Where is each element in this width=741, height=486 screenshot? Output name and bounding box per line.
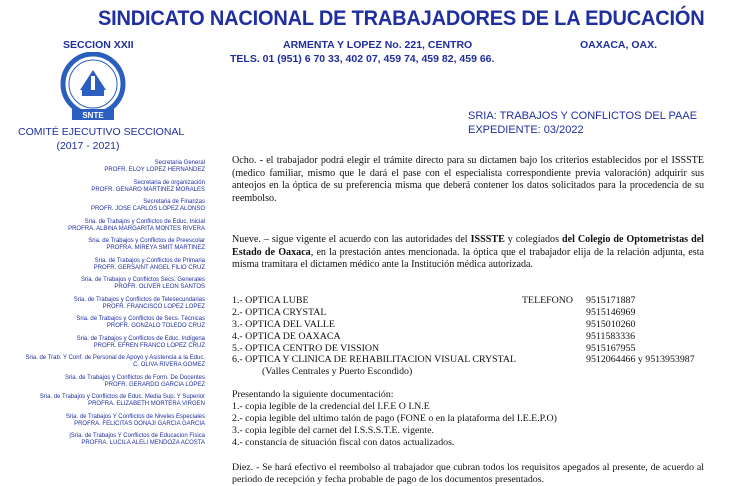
committee-roster: [2, 160, 205, 447]
roster-entry: [2, 180, 205, 194]
roster-role: |Sria. de Trabajos Y Conflictos de Educacion Fisica: [69, 433, 205, 439]
roster-name: PROFR. GERARDO GARCIA LOPEZ: [104, 381, 205, 388]
roster-entry: [2, 277, 205, 291]
roster-entry: [2, 238, 205, 252]
logo-lettering: SNTE: [82, 111, 104, 120]
document-item: 1.- copia legible de la credencial del I.F.E O I.N.E: [232, 400, 430, 412]
optical-row: [232, 343, 722, 355]
committee-period: (2017 - 2021): [56, 140, 120, 152]
optical-phone: 9511583336: [586, 330, 636, 342]
roster-entry: [2, 375, 205, 389]
optical-name: 3.- OPTICA DEL VALLE: [232, 318, 335, 330]
roster-entry: [2, 433, 205, 447]
roster-role: Sria. de Trabajos y Conflictos de Telesecundarias: [73, 296, 205, 303]
document-item: 2.- copia legible del ultimo talón de pago (FONE o en la plataforma del I.E.E.P.O): [232, 412, 557, 424]
document-item: 3.- copia legible del carnet del I.S.S.S.T.E. vigente.: [232, 424, 434, 436]
roster-name: PROFRA. ALBINA MARGARITA MONTES RIVERA: [68, 225, 205, 232]
roster-entry: [2, 160, 205, 174]
phones-label: TELS. 01 (951) 6 70 33, 402 07, 459 74, 459 82, 459 66.: [230, 53, 495, 65]
roster-role: Sria. de Trab. Y Conf. de Personal de Apoyo y Asistencia a la Educ.: [25, 355, 205, 361]
roster-role: Sria. de Trabajos y Conflictos de Primaria: [94, 257, 205, 264]
roster-role: Sria. de Trabajos y Conflictos de Secs. Técnicas: [76, 316, 205, 322]
optical-phone: 9512064466 y 9513953987: [586, 354, 695, 366]
optical-row: [232, 307, 722, 319]
optical-row: [232, 354, 722, 366]
document-item: 4.- constancia de situación fiscal con datos actualizados.: [232, 436, 455, 448]
roster-entry: [2, 219, 205, 233]
roster-name: PROFR. JOSE CARLOS LOPEZ ALONSO: [90, 206, 205, 212]
roster-role: Secretaria de Finanzas: [143, 199, 205, 205]
city-label: OAXACA, OAX.: [580, 39, 658, 51]
office-label: SRIA: TRABAJOS Y CONFLICTOS DEL PAAE: [468, 110, 698, 122]
optical-phone: 9515171887: [586, 295, 636, 306]
section-label: SECCION XXII: [63, 39, 134, 51]
phone-column-label: TELEFONO: [522, 295, 574, 306]
roster-entry: [2, 394, 205, 408]
roster-entry: [2, 355, 205, 369]
roster-role: Sria. de Trabajos Y Conflictos de Niveles Especiales: [65, 413, 205, 420]
roster-name: PROFR. EFREN FRANCO LOPEZ CRUZ: [93, 342, 205, 349]
optical-row: [232, 331, 722, 343]
optical-name: 2.- OPTICA CRYSTAL: [232, 306, 327, 318]
roster-role: Sria. de Trabajos y Conflictos Secs. Generales: [80, 277, 205, 283]
roster-name: PROFR. GERSAINT ANGEL FILIO CRUZ: [93, 264, 205, 271]
snte-logo-icon: [58, 52, 128, 122]
roster-name: PROFRA. LUCILA ALELI MENDOZA ACOSTA: [81, 440, 205, 446]
paragraph-ten: Diez. - Se hará efectivo el reembolso al trabajador que cubran todos los requisitos apegados al presente, de acuerdo al periodo de recepción y fecha probable de pago de los documentos presentados.: [232, 462, 704, 485]
address-label: ARMENTA Y LOPEZ No. 221, CENTRO: [283, 39, 473, 51]
roster-name: PROFRA. MIREYA SMIT MARTINEZ: [106, 245, 205, 251]
optical-phone: 9515010260: [586, 318, 636, 330]
roster-name: PROFR. GONZALO TOLEDO CRUZ: [106, 323, 205, 329]
optical-list: [232, 295, 722, 378]
roster-name: PROFR. GENARO MARTINEZ MORALES: [91, 186, 205, 193]
paragraph-eight: Ocho. - el trabajador podrá elegir el trámite directo para su dictamen bajo los criterios establecidos por el ISSSTE (medico familiar, mismo que le dará el pase con el especialista correspondiente previa valoración) adquirir sus anteojos en la óptica de su preferencia misma que deberá contener los datos solicitados para la procedencia de su reembolso.: [232, 155, 704, 204]
roster-name: PROFR. FRANCISCO LOPEZ LOPEZ: [102, 303, 205, 310]
roster-entry: [2, 316, 205, 330]
roster-entry: [2, 297, 205, 311]
roster-role: Sria. de Trabajos y Conflictos de Educ. Media Sup. Y Superior: [39, 394, 205, 400]
roster-role: Sria. de Trabajos y Conflictos de Form. De Docentes: [64, 374, 205, 381]
optical-row: [232, 319, 722, 331]
optical-name: 1.- OPTICA LUBE: [232, 295, 309, 306]
roster-name: PROFRA. FELICITAS DONAJI GARCIA GARCIA: [74, 420, 205, 427]
optical-row: [232, 295, 722, 307]
roster-role: Sria. de Trabajos y Conflictos de Educ. Inicial: [84, 218, 205, 225]
roster-role: Secretaria de organización: [133, 179, 205, 186]
roster-entry: [2, 258, 205, 272]
roster-role: Sria. de Trabajos y Conflictos de Preescolar: [88, 238, 205, 244]
roster-entry: [2, 336, 205, 350]
optical-phone: 9515146969: [586, 306, 636, 318]
committee-title: COMITÉ EJECUTIVO SECCIONAL: [18, 126, 185, 138]
documents-list: [232, 389, 712, 449]
file-number: EXPEDIENTE: 03/2022: [468, 124, 584, 136]
roster-name: C. OLIVA RIVERA GOMEZ: [133, 362, 205, 368]
union-title: SINDICATO NACIONAL DE TRABAJADORES DE LA EDUCACIÓN: [98, 6, 705, 30]
roster-name: PROFRA. ELIZABETH MORTERA VIRGEN: [88, 401, 205, 407]
roster-name: PROFR. ELOY LOPEZ HERNANDEZ: [104, 167, 205, 173]
optical-name: 5.- OPTICA CENTRO DE VISSION: [232, 342, 380, 354]
optical-name: 6.- OPTICA Y CLINICA DE REHABILITACION VISUAL CRYSTAL: [232, 354, 517, 366]
paragraph-nine: Nueve. – sigue vigente el acuerdo con las autoridades del ISSSTE y colegiados del Colegio de Optometristas del Estado de Oaxaca, en la prestación antes mencionada. la óptica que el trabajador elija de la relación adjunta, esta misma tramitara el dictamen médico ante la Institución médica autorizada.: [232, 234, 704, 270]
roster-role: Sria. de Trabajos y Conflictos de Educ. Indígena: [76, 335, 205, 342]
documents-intro: Presentando la siguiente documentación:: [232, 389, 394, 400]
optical-phone: 9515167955: [586, 342, 636, 354]
roster-entry: [2, 199, 205, 213]
roster-name: PROFR. OLIVER LEON SANTOS: [114, 284, 205, 290]
optical-note: (Valles Centrales y Puerto Escondido): [262, 366, 413, 378]
optical-name: 4.- OPTICA DE OAXACA: [232, 330, 341, 342]
roster-entry: [2, 414, 205, 428]
roster-role: Secretaria General: [154, 160, 205, 166]
